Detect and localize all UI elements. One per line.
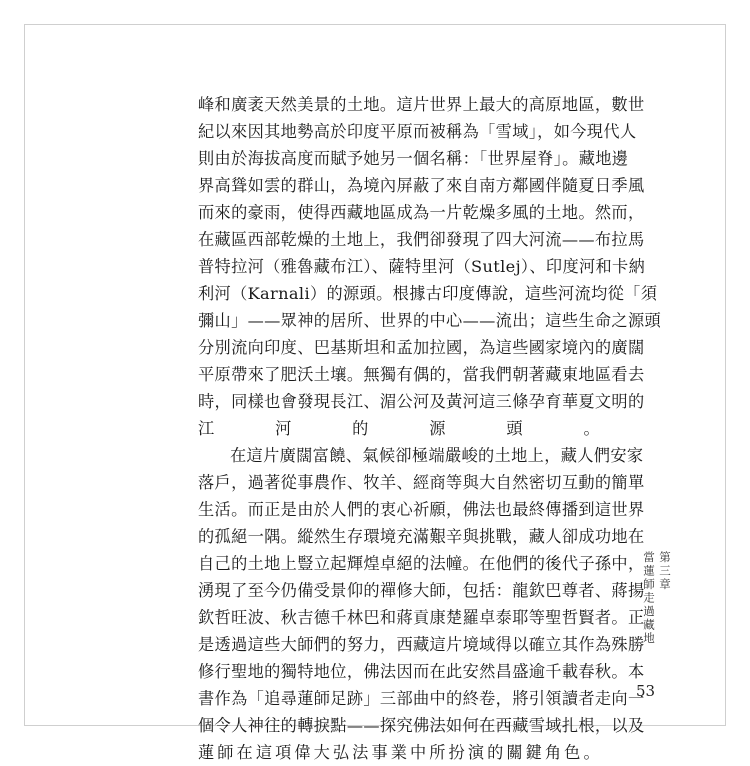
text-line: 平原帶來了肥沃土壤。無獨有偶的，當我們朝著藏東地區看去 (198, 365, 645, 384)
text-line: 自己的土地上豎立起輝煌卓絕的法幢。在他們的後代子孫中， (198, 554, 645, 573)
paragraph (198, 91, 662, 442)
text-line: 欽哲旺波、秋吉德千林巴和蔣貢康楚羅卓泰耶等聖哲賢者。正 (198, 608, 645, 627)
chapter-title: 當蓮師走過藏地 (642, 551, 656, 646)
text-line: 個令人神往的轉捩點——探究佛法如何在西藏雪域扎根，以及 (198, 716, 645, 735)
book-page (24, 24, 726, 762)
text-line: 的孤絕一隅。縱然生存環境充滿艱辛與挑戰，藏人卻成功地在 (198, 527, 645, 546)
text-line: 普特拉河（雅魯藏布江）、薩特里河（Sutlej）、印度河和卡納 (198, 257, 646, 276)
text-line: 而來的豪雨，使得西藏地區成為一片乾燥多風的土地。然而， (198, 203, 645, 222)
text-line: 書作為「追尋蓮師足跡」三部曲中的終卷，將引領讀者走向一 (198, 689, 645, 708)
text-line: 在藏區西部乾燥的土地上，我們卻發現了四大河流——布拉馬 (198, 230, 645, 249)
text-line: 湧現了至今仍備受景仰的禪修大師，包括：龍欽巴尊者、蔣揚 (198, 581, 645, 600)
text-line: 時，同樣也會發現長江、湄公河及黃河這三條孕育華夏文明的 (198, 392, 645, 411)
text-line: 生活。而正是由於人們的衷心祈願，佛法也最終傳播到這世界 (198, 500, 645, 519)
text-line: 利河（Karnali）的源頭。根據古印度傳說，這些河流均從「須 (198, 284, 658, 303)
page-number: 53 (636, 682, 656, 700)
text-line: 則由於海拔高度而賦予她另一個名稱：「世界屋脊」。藏地邊 (198, 149, 629, 168)
text-line: 峰和廣袤天然美景的土地。這片世界上最大的高原地區，數世 (198, 95, 645, 114)
text-line: 紀以來因其地勢高於印度平原而被稱為「雪域」，如今現代人 (198, 122, 637, 141)
text-line: 江河的源頭。 (198, 419, 600, 438)
text-line: 是透過這些大師們的努力，西藏這片境域得以確立其作為殊勝 (198, 635, 645, 654)
running-header (641, 551, 673, 646)
text-line: 落戶，過著從事農作、牧羊、經商等與大自然密切互動的簡單 (198, 473, 645, 492)
text-line: 修行聖地的獨特地位，佛法因而在此安然昌盛逾千載春秋。本 (198, 662, 645, 681)
text-line: 界高聳如雲的群山，為境內屏蔽了來自南方鄰國伴隨夏日季風 (198, 176, 645, 195)
text-line: 在這片廣闊富饒、氣候卻極端嚴峻的土地上，藏人們安家 (230, 446, 644, 465)
text-line: 分別流向印度、巴基斯坦和孟加拉國，為這些國家境內的廣闊 (198, 338, 645, 357)
text-line: 彌山」——眾神的居所、世界的中心——流出；這些生命之源頭 (198, 311, 662, 330)
text-line: 蓮師在這項偉大弘法事業中所扮演的關鍵角色。 (198, 743, 600, 762)
chapter-label: 第三章 (658, 551, 672, 592)
paragraph (198, 442, 645, 766)
